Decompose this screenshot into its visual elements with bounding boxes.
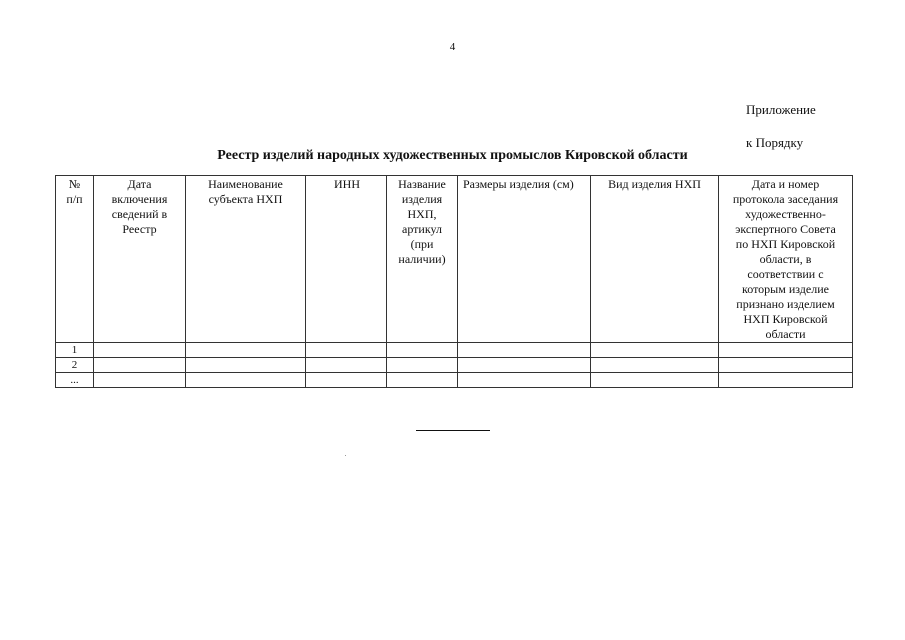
appendix-line-1: Приложение — [746, 102, 816, 117]
table-cell — [94, 343, 186, 358]
table-cell — [719, 343, 853, 358]
header-number — [56, 176, 94, 343]
page-number: 4 — [449, 41, 456, 53]
header-protocol — [719, 176, 853, 343]
table-cell — [458, 358, 591, 373]
header-item-type-text: Вид изделия НХП — [608, 177, 701, 191]
closing-separator-line — [416, 430, 490, 431]
table-row — [56, 358, 853, 373]
table-cell — [719, 373, 853, 388]
header-number-text: № п/п — [66, 177, 83, 206]
table-cell — [306, 358, 387, 373]
table-cell — [306, 373, 387, 388]
appendix-line-2: к Порядку — [746, 135, 804, 150]
row-number: 2 — [56, 358, 94, 373]
table-cell — [387, 343, 458, 358]
table-row — [56, 373, 853, 388]
table-cell — [387, 358, 458, 373]
header-row — [56, 176, 853, 343]
table-cell — [591, 373, 719, 388]
table-cell — [458, 343, 591, 358]
header-inn — [306, 176, 387, 343]
header-item-name — [387, 176, 458, 343]
table-cell — [186, 373, 306, 388]
registry-table-body — [56, 343, 853, 388]
header-subject-name — [186, 176, 306, 343]
header-item-type — [591, 176, 719, 343]
registry-table — [55, 175, 853, 388]
header-item-sizes-text: Размеры изделия (см) — [463, 177, 574, 191]
table-cell — [387, 373, 458, 388]
table-cell — [94, 358, 186, 373]
header-item-sizes — [458, 176, 591, 343]
table-cell — [186, 343, 306, 358]
registry-table-header — [56, 176, 853, 343]
row-number: 1 — [56, 343, 94, 358]
header-item-name-text: Название изделия НХП, артикул (при наличии) — [398, 177, 446, 266]
table-row — [56, 343, 853, 358]
table-cell — [591, 358, 719, 373]
header-protocol-text: Дата и номер протокола заседания художественно- экспертного Совета по НХП Кировской области, в соответствии с которым изделие признано изделием НХП Кировской области — [732, 177, 839, 341]
header-inclusion-date-text: Дата включения сведений в Реестр — [111, 177, 168, 236]
header-inn-text: ИНН — [334, 177, 360, 191]
table-cell — [458, 373, 591, 388]
table-cell — [186, 358, 306, 373]
header-inclusion-date — [94, 176, 186, 343]
row-number: ... — [56, 373, 94, 388]
table-cell — [591, 343, 719, 358]
table-cell — [719, 358, 853, 373]
document-title: Реестр изделий народных художественных промыслов Кировской области — [217, 148, 688, 163]
scan-speck — [345, 455, 346, 456]
table-cell — [94, 373, 186, 388]
table-cell — [306, 343, 387, 358]
header-subject-name-text: Наименование субъекта НХП — [208, 177, 283, 206]
